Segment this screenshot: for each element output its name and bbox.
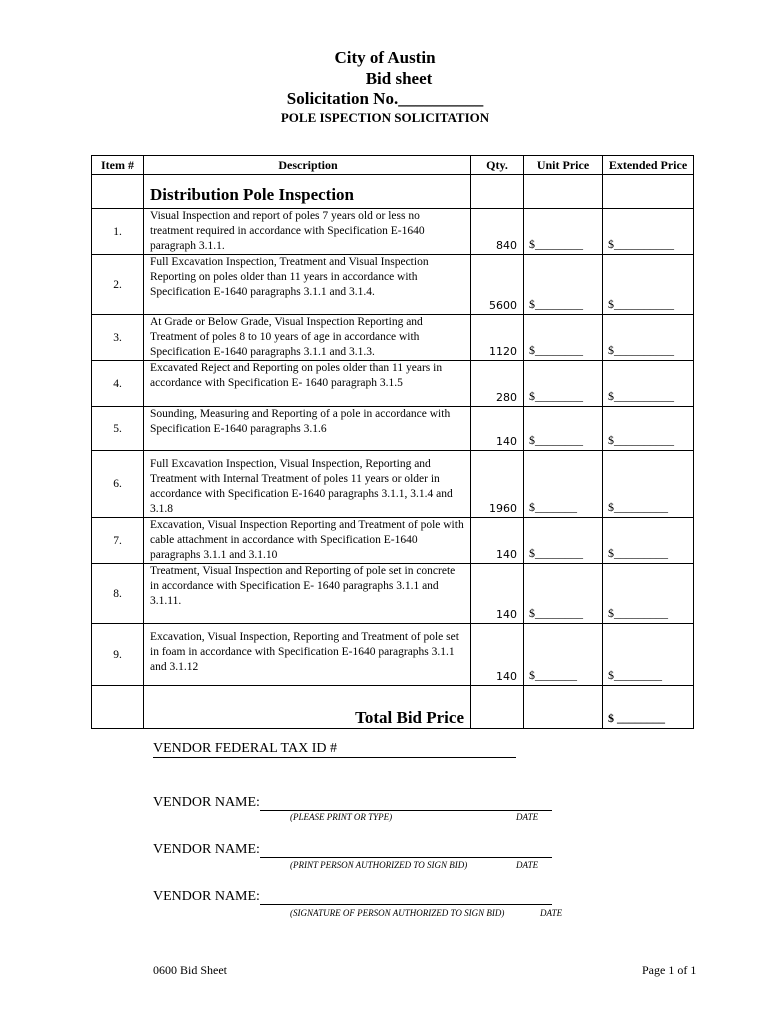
doc-type-title: Bid sheet [365, 69, 433, 88]
unit-price-field[interactable]: $________ [524, 255, 603, 315]
item-description: Excavation, Visual Inspection, Reporting and Treatment of pole set in foam in accordance with Specification E-1640 paragraphs 3.1.1 and 3.1.12 [144, 624, 471, 686]
vendor-name-line[interactable] [260, 843, 552, 858]
extended-price-field[interactable]: $__________ [603, 407, 694, 451]
item-qty: 140 [471, 518, 524, 564]
item-qty: 140 [471, 407, 524, 451]
unit-price-field[interactable]: $________ [524, 407, 603, 451]
unit-price-field[interactable]: $________ [524, 361, 603, 407]
table-row [92, 255, 694, 315]
table-row [92, 624, 694, 686]
item-number: 5. [92, 407, 144, 451]
item-number: 4. [92, 361, 144, 407]
item-description: Visual Inspection and report of poles 7 years old or less no treatment required in accordance with Specification E-1640 paragraph 3.1.1. [144, 209, 471, 255]
col-extended-price: Extended Price [603, 156, 694, 175]
unit-price-field[interactable]: $_______ [524, 451, 603, 518]
table-row [92, 451, 694, 518]
extended-price-field[interactable]: $__________ [603, 315, 694, 361]
doc-org-title: City of Austin [334, 48, 436, 67]
item-description: Excavated Reject and Reporting on poles older than 11 years in accordance with Specification E- 1640 paragraph 3.1.5 [144, 361, 471, 407]
col-item: Item # [92, 156, 144, 175]
vendor-name-label: VENDOR NAME: [153, 889, 260, 904]
vendor-name-line[interactable] [260, 890, 552, 905]
item-qty: 140 [471, 624, 524, 686]
vendor-hint-3: (SIGNATURE OF PERSON AUTHORIZED TO SIGN BID) [290, 908, 505, 918]
extended-price-field[interactable]: $__________ [603, 361, 694, 407]
table-row [92, 407, 694, 451]
item-qty: 1120 [471, 315, 524, 361]
vendor-name-label: VENDOR NAME: [153, 795, 260, 810]
item-qty: 840 [471, 209, 524, 255]
item-number: 8. [92, 564, 144, 624]
extended-price-field[interactable]: $__________ [603, 209, 694, 255]
item-description: Treatment, Visual Inspection and Reporting of pole set in concrete in accordance with Specification E- 1640 paragraphs 3.1.1 and 3.1.11. [144, 564, 471, 624]
item-qty: 5600 [471, 255, 524, 315]
vendor-hint-2: (PRINT PERSON AUTHORIZED TO SIGN BID) [290, 860, 468, 870]
unit-price-field[interactable]: $________ [524, 518, 603, 564]
total-row [92, 686, 694, 729]
solicitation-number: Solicitation No.__________ [286, 89, 484, 108]
table-row [92, 564, 694, 624]
item-description: Full Excavation Inspection, Visual Inspection, Reporting and Treatment with Internal Treatment of poles 11 years or older in accordance with Specification E-1640 paragraphs 3.1.1, 3.1.4 and 3.1.8 [144, 451, 471, 518]
col-description: Description [144, 156, 471, 175]
footer-doc-id: 0600 Bid Sheet [153, 963, 227, 977]
item-description: Excavation, Visual Inspection Reporting and Treatment of pole with cable attachment in accordance with Specification E-1640 paragraphs 3.1.1 and 3.1.10 [144, 518, 471, 564]
vendor-hint-1: (PLEASE PRINT OR TYPE) [290, 812, 393, 822]
table-row [92, 518, 694, 564]
table-row [92, 315, 694, 361]
item-qty: 280 [471, 361, 524, 407]
item-qty: 140 [471, 564, 524, 624]
unit-price-field[interactable]: $________ [524, 209, 603, 255]
table-header-row [92, 156, 694, 175]
extended-price-field[interactable]: $________ [603, 624, 694, 686]
date-label-2: DATE [516, 860, 539, 870]
table-row [92, 361, 694, 407]
date-label-1: DATE [516, 812, 539, 822]
total-bid-field[interactable]: $ ________ [603, 686, 694, 729]
section-title: Distribution Pole Inspection [144, 175, 471, 209]
item-number: 7. [92, 518, 144, 564]
vendor-tax-id[interactable] [153, 741, 516, 758]
vendor-name-1[interactable] [153, 795, 552, 811]
vendor-name-line[interactable] [260, 796, 552, 811]
bid-table [91, 155, 694, 729]
extended-price-field[interactable]: $_________ [603, 451, 694, 518]
date-label-3: DATE [540, 908, 563, 918]
doc-subtitle: POLE ISPECTION SOLICITATION [280, 110, 490, 125]
unit-price-field[interactable]: $_______ [524, 624, 603, 686]
vendor-tax-id-label: VENDOR FEDERAL TAX ID # [153, 741, 516, 758]
vendor-name-3[interactable] [153, 889, 552, 905]
page-number: Page 1 of 1 [642, 963, 697, 977]
item-description: Full Excavation Inspection, Treatment and Visual Inspection Reporting on poles older than 11 years in accordance with Specification E-1640 paragraphs 3.1.1 and 3.1.4. [144, 255, 471, 315]
item-description: At Grade or Below Grade, Visual Inspection Reporting and Treatment of poles 8 to 10 years of age in accordance with Specification E-1640 paragraphs 3.1.1 and 3.1.3. [144, 315, 471, 361]
total-bid-label: Total Bid Price [144, 686, 471, 729]
col-unit-price: Unit Price [524, 156, 603, 175]
unit-price-field[interactable]: $________ [524, 315, 603, 361]
vendor-name-label: VENDOR NAME: [153, 842, 260, 857]
col-qty: Qty. [471, 156, 524, 175]
item-qty: 1960 [471, 451, 524, 518]
item-description: Sounding, Measuring and Reporting of a pole in accordance with Specification E-1640 paragraphs 3.1.6 [144, 407, 471, 451]
vendor-name-2[interactable] [153, 842, 552, 858]
table-row [92, 209, 694, 255]
item-number: 9. [92, 624, 144, 686]
item-number: 2. [92, 255, 144, 315]
unit-price-field[interactable]: $________ [524, 564, 603, 624]
section-row [92, 175, 694, 209]
item-number: 1. [92, 209, 144, 255]
extended-price-field[interactable]: $_________ [603, 564, 694, 624]
item-number: 6. [92, 451, 144, 518]
extended-price-field[interactable]: $__________ [603, 255, 694, 315]
extended-price-field[interactable]: $_________ [603, 518, 694, 564]
item-number: 3. [92, 315, 144, 361]
